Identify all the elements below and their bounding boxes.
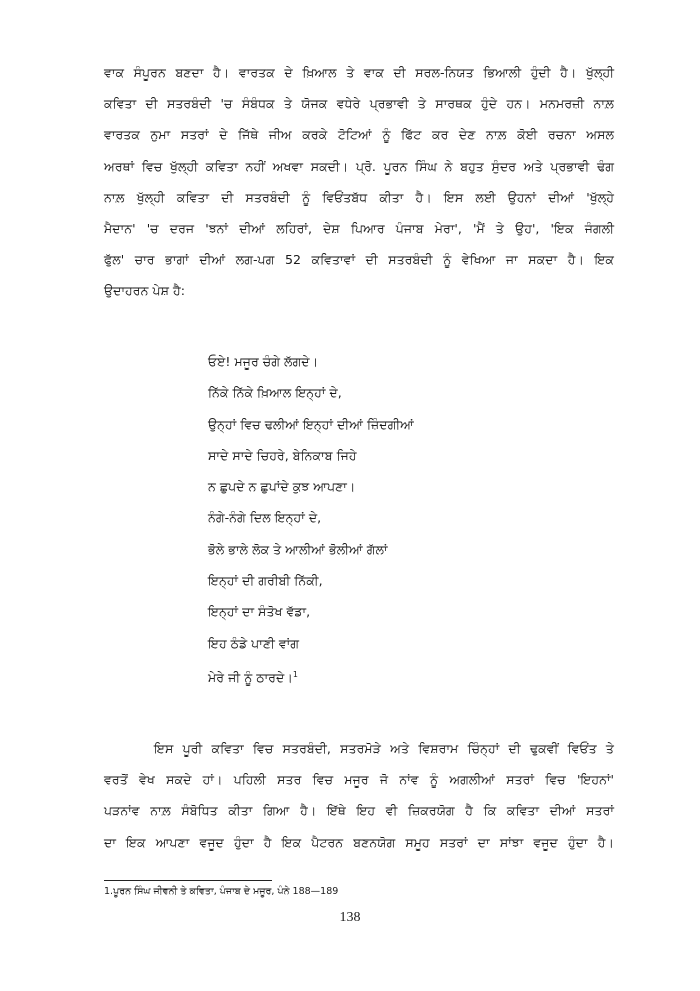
verse-line: ਭੋਲੇ ਭਾਲੇ ਲੋਕ ਤੇ ਆਲੀਆਂ ਭੋਲੀਆਂ ਗੱਲਾਂ xyxy=(208,541,388,557)
verse-line: ਇਨ੍ਹਾਂ ਦੀ ਗਰੀਬੀ ਨਿੱਕੀ, xyxy=(208,573,323,589)
verse-line-last xyxy=(208,659,414,690)
text-line: ਪੜਨਾਂਵ ਨਾਲ਼ ਸੰਬੋਧਿਤ ਕੀਤਾ ਗਿਆ ਹੈ। ਇੱਥੇ ਇਹ ਵੀ ਜ਼ਿਕਰਯੋਗ ਹੈ ਕਿ ਕਵਿਤਾ ਦੀਆਂ ਸਤਰਾਂ xyxy=(104,803,614,819)
text-line: ਫੁੱਲ' ਚਾਰ ਭਾਗਾਂ ਦੀਆਂ ਲਗ-ਪਗ 52 ਕਵਿਤਾਵਾਂ ਦੀ ਸਤਰਬੰਦੀ ਨੂੰ ਵੇਖਿਆ ਜਾ ਸਕਦਾ ਹੈ। ਇਕ xyxy=(104,252,614,268)
text-line: ਨਾਲ਼ ਖੁੱਲ੍ਹੀ ਕਵਿਤਾ ਦੀ ਸਤਰਬੰਦੀ ਨੂੰ ਵਿਓਂਤਬੱਧ ਕੀਤਾ ਹੈ। ਇਸ ਲਈ ਉਹਨਾਂ ਦੀਆਂ 'ਖੁੱਲ੍ਹੇ xyxy=(104,189,614,205)
verse-line: ਨੰਗੇ-ਨੰਗੇ ਦਿਲ ਇਨ੍ਹਾਂ ਦੇ, xyxy=(208,510,322,526)
text-line: ਵਾਕ ਸੰਪੂਰਨ ਬਣਦਾ ਹੈ। ਵਾਰਤਕ ਦੇ ਖ਼ਿਆਲ ਤੇ ਵਾਕ ਦੀ ਸਰਲ-ਨਿਯਤ ਭਿਆਲੀ ਹੁੰਦੀ ਹੈ। ਖੁੱਲ੍ਹੀ xyxy=(104,65,614,80)
verse-line: ਇਹ ਠੰਡੇ ਪਾਣੀ ਵਾਂਗ xyxy=(208,635,300,651)
text-line: ਦਾ ਇਕ ਆਪਣਾ ਵਜੂਦ ਹੁੰਦਾ ਹੈ ਇਕ ਪੈਟਰਨ ਬਣਨਯੋਗ ਸਮੂਹ ਸਤਰਾਂ ਦਾ ਸਾਂਝਾ ਵਜੂਦ ਹੁੰਦਾ ਹੈ। xyxy=(104,834,614,850)
paragraph-2 xyxy=(104,733,614,858)
footnote: 1.ਪੂਰਨ ਸਿੰਘ ਜੀਵਨੀ ਤੇ ਕਵਿਤਾ, ਪੰਜਾਬ ਦੇ ਮਜੂਰ, ਪੰਨੇ 188—189 xyxy=(104,886,339,897)
text-line: ਕਵਿਤਾ ਦੀ ਸਤਰਬੰਦੀ 'ਚ ਸੰਬੰਧਕ ਤੇ ਯੋਜਕ ਵਧੇਰੇ ਪ੍ਰਭਾਵੀ ਤੇ ਸਾਰਥਕ ਹੁੰਦੇ ਹਨ। ਮਨਮਰਜ਼ੀ ਨਾਲ਼ xyxy=(104,96,614,112)
poem-excerpt xyxy=(208,346,414,690)
verse-line: ਨਿੱਕੇ ਨਿੱਕੇ ਖ਼ਿਆਲ ਇਨ੍ਹਾਂ ਦੇ, xyxy=(208,385,342,401)
verse-line: ਸਾਦੇ ਸਾਦੇ ਚਿਹਰੇ, ਬੇਨਿਕਾਬ ਜਿਹੇ xyxy=(208,447,357,463)
verse-line: ਓਏ! ਮਜੂਰ ਚੰਗੇ ਲੱਗਦੇ। xyxy=(208,354,319,369)
text-line: ਅਰਥਾਂ ਵਿਚ ਖੁੱਲ੍ਹੀ ਕਵਿਤਾ ਨਹੀਂ ਅਖਵਾ ਸਕਦੀ। ਪ੍ਰੋ. ਪੂਰਨ ਸਿੰਘ ਨੇ ਬਹੁਤ ਸੁੰਦਰ ਅਤੇ ਪ੍ਰਭਾਵੀ ਢੰਗ xyxy=(104,158,614,174)
footnote-reference[interactable]: 1 xyxy=(292,669,298,679)
verse-line: ਉਨ੍ਹਾਂ ਵਿਚ ਢਲੀਆਂ ਇਨ੍ਹਾਂ ਦੀਆਂ ਜ਼ਿੰਦਗੀਆਂ xyxy=(208,416,414,432)
footnote-divider xyxy=(104,880,272,881)
text-line: ਇਸ ਪੂਰੀ ਕਵਿਤਾ ਵਿਚ ਸਤਰਬੰਦੀ, ਸਤਰਮੋੜੇ ਅਤੇ ਵਿਸ਼ਰਾਮ ਚਿੰਨ੍ਹਾਂ ਦੀ ਢੁਕਵੀਂ ਵਿਓਂਤ ਤੇ xyxy=(154,741,614,756)
paragraph-1 xyxy=(104,57,614,307)
text-line: ਮੈਦਾਨ' 'ਚ ਦਰਜ 'ਝਨਾਂ ਦੀਆਂ ਲਹਿਰਾਂ, ਦੇਸ਼ ਪਿਆਰ ਪੰਜਾਬ ਮੇਰਾ', 'ਮੈਂ ਤੇ ਉਹ', 'ਇਕ ਜੰਗਲੀ xyxy=(104,220,614,236)
text-line: ਵਾਰਤਕ ਨੁਮਾ ਸਤਰਾਂ ਦੇ ਜਿੱਥੇ ਜੀਅ ਕਰਕੇ ਟੋਟਿਆਂ ਨੂੰ ਫਿੱਟ ਕਰ ਦੇਣ ਨਾਲ਼ ਕੋਈ ਰਚਨਾ ਅਸਲ xyxy=(104,127,614,143)
verse-text: ਮੇਰੇ ਜੀ ਨੂੰ ਠਾਰਦੇ। xyxy=(208,669,293,685)
verse-line: ਨ ਛੁਪਦੇ ਨ ਛੁਪਾਂਦੇ ਕੁਝ ਆਪਣਾ। xyxy=(208,479,356,495)
verse-line: ਇਨ੍ਹਾਂ ਦਾ ਸੰਤੋਖ ਵੱਡਾ, xyxy=(208,604,311,620)
text-line: ਉਦਾਹਰਨ ਪੇਸ਼ ਹੈ: xyxy=(104,283,185,299)
text-line: ਵਰਤੋਂ ਵੇਖ ਸਕਦੇ ਹਾਂ। ਪਹਿਲੀ ਸਤਰ ਵਿਚ ਮਜੂਰ ਜੋ ਨਾਂਵ ਨੂੰ ਅਗਲੀਆਂ ਸਤਰਾਂ ਵਿਚ 'ਇਹਨਾਂ' xyxy=(104,772,614,788)
page-number: 138 xyxy=(339,910,361,925)
